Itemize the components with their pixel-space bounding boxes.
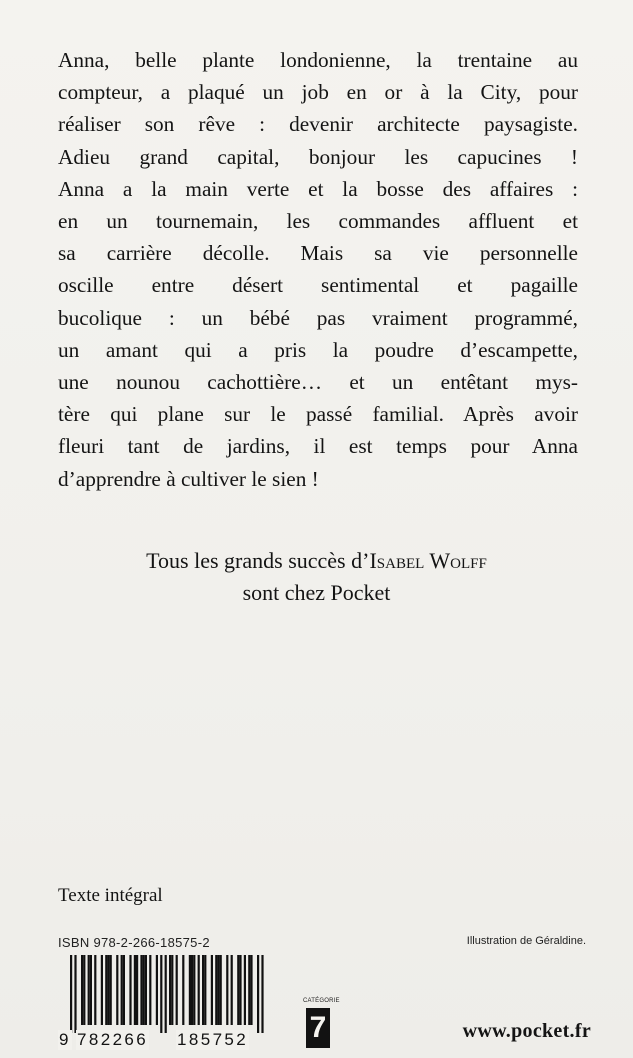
blurb-line: réaliser son rêve : devenir architecte paysagiste. <box>58 112 578 137</box>
tagline-prefix: Tous les grands succès d’ <box>146 548 370 573</box>
author-name: Isabel Wolff <box>369 548 487 573</box>
barcode-bars <box>58 955 282 1033</box>
category-label: CATÉGORIE <box>303 998 340 1004</box>
texte-integral-label: Texte intégral <box>58 885 163 906</box>
author-tagline <box>0 545 633 609</box>
blurb-paragraph <box>58 44 578 495</box>
blurb-line: bucolique : un bébé pas vraiment programmé, <box>58 305 578 330</box>
blurb-line: Anna a la main verte et la bosse des affaires : <box>58 176 578 201</box>
blurb-line: une nounou cachottière… et un entêtant mys- <box>58 370 578 395</box>
blurb-line: un amant qui a pris la poudre d’escampette, <box>58 337 578 362</box>
tagline-line-2: sont chez Pocket <box>242 580 391 605</box>
tagline-line-1 <box>0 545 633 577</box>
blurb-line: d’apprendre à cultiver le sien ! <box>58 466 319 491</box>
blurb-line: tère qui plane sur le passé familial. Après avoir <box>58 402 578 427</box>
barcode-first-digit: 9 <box>59 1030 71 1049</box>
blurb-line: Adieu grand capital, bonjour les capucines ! <box>58 144 578 169</box>
blurb-line: fleuri tant de jardins, il est temps pour Anna <box>58 434 578 459</box>
blurb-line: oscille entre désert sentimental et pagaille <box>58 273 578 298</box>
barcode-left-group: 782266 <box>77 1030 149 1049</box>
blurb-line: sa carrière décolle. Mais sa vie personnelle <box>58 241 578 266</box>
blurb-line: compteur, a plaqué un job en or à la City, pour <box>58 80 578 105</box>
publisher-url[interactable]: www.pocket.fr <box>462 1020 591 1042</box>
barcode-right-group: 185752 <box>177 1030 249 1049</box>
illustration-credit: Illustration de Géraldine. <box>466 935 586 947</box>
isbn-number: ISBN 978-2-266-18575-2 <box>58 935 210 950</box>
blurb-line: en un tournemain, les commandes affluent et <box>58 209 578 234</box>
blurb-line: Anna, belle plante londonienne, la trentaine au <box>58 48 578 72</box>
category-badge: 7 <box>306 1008 330 1048</box>
